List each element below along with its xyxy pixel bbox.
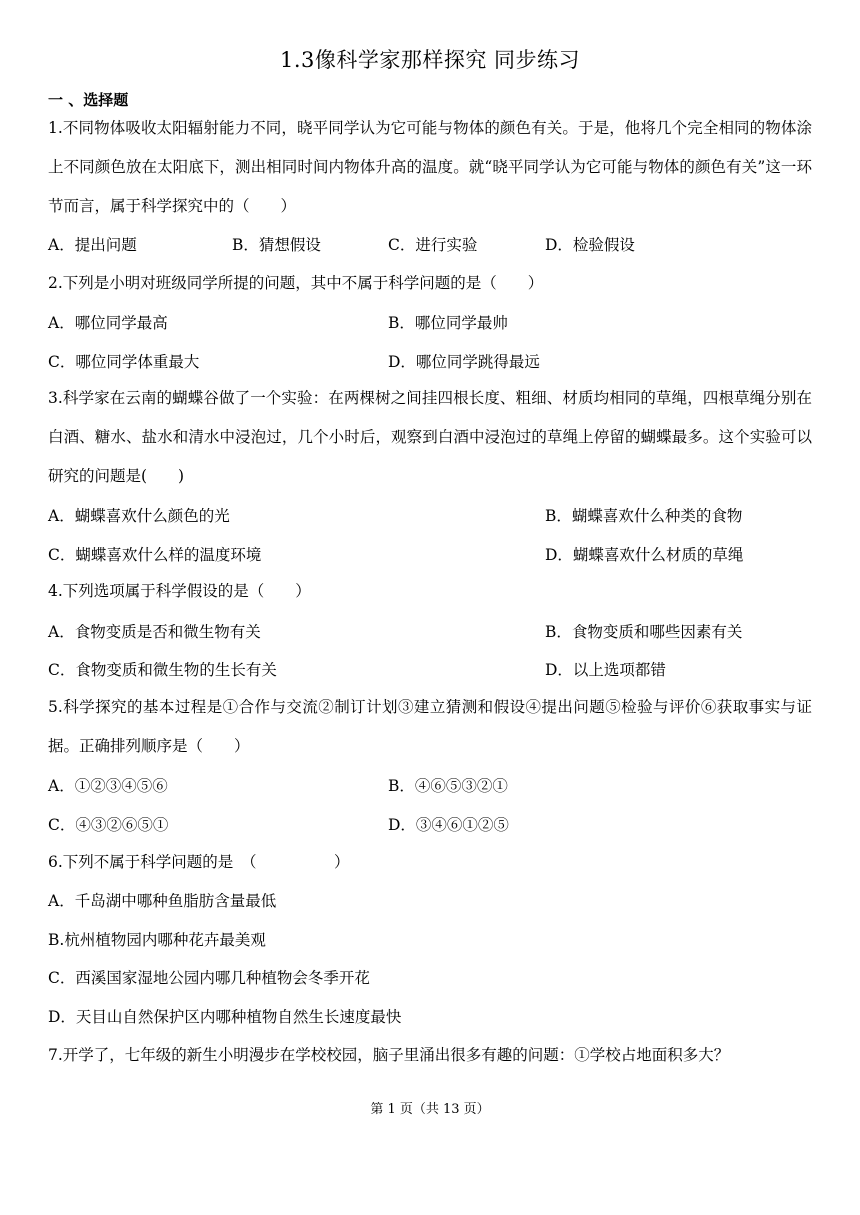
question-3-option-a[interactable]: A．蝴蝶喜欢什么颜色的光 bbox=[48, 507, 230, 525]
section-heading: 一 、选择题 bbox=[48, 91, 129, 109]
question-5-option-c[interactable]: C．④③②⑥⑤① bbox=[48, 816, 169, 834]
question-4-stem: 4.下列选项属于科学假设的是（ ） bbox=[48, 582, 311, 600]
question-2-option-d[interactable]: D．哪位同学跳得最远 bbox=[388, 353, 540, 371]
question-4-option-b[interactable]: B．食物变质和哪些因素有关 bbox=[545, 623, 743, 641]
question-1-option-a[interactable]: A．提出问题 bbox=[48, 236, 137, 254]
question-1-option-c[interactable]: C．进行实验 bbox=[388, 236, 478, 254]
question-3-stem: 3.科学家在云南的蝴蝶谷做了一个实验：在两棵树之间挂四根长度、粗细、材质均相同的草绳，四根草绳分别在白酒、糖水、盐水和清水中浸泡过，几个小时后，观察到白酒中浸泡过的草绳上停留的蝴蝶最多。这个实验可以研究的问题是( ) bbox=[48, 389, 812, 485]
question-1-option-b[interactable]: B．猜想假设 bbox=[232, 236, 321, 254]
question-2-option-c[interactable]: C．哪位同学体重最大 bbox=[48, 353, 200, 371]
page-title: 1.3像科学家那样探究 同步练习 bbox=[279, 48, 581, 72]
page-footer: 第 1 页（共 13 页） bbox=[370, 1102, 490, 1117]
question-2-option-a[interactable]: A．哪位同学最高 bbox=[48, 314, 168, 332]
question-1-option-d[interactable]: D．检验假设 bbox=[545, 236, 635, 254]
question-5-stem: 5.科学探究的基本过程是①合作与交流②制订计划③建立猜测和假设④提出问题⑤检验与评价⑥获取事实与证据。正确排列顺序是（ ） bbox=[48, 698, 812, 755]
question-2-stem: 2.下列是小明对班级同学所提的问题，其中不属于科学问题的是（ ） bbox=[48, 274, 544, 292]
question-4-option-d[interactable]: D．以上选项都错 bbox=[545, 661, 666, 679]
question-6-option-c[interactable]: C．西溪国家湿地公园内哪几种植物会冬季开花 bbox=[48, 969, 370, 987]
question-7-stem: 7.开学了，七年级的新生小明漫步在学校校园，脑子里涌出很多有趣的问题：①学校占地面积多大？ bbox=[48, 1046, 730, 1064]
question-5-option-a[interactable]: A．①②③④⑤⑥ bbox=[48, 777, 168, 795]
question-6-option-b[interactable]: B.杭州植物园内哪种花卉最美观 bbox=[48, 931, 266, 949]
question-2-option-b[interactable]: B．哪位同学最帅 bbox=[388, 314, 508, 332]
question-4-option-a[interactable]: A．食物变质是否和微生物有关 bbox=[48, 623, 261, 641]
question-1-stem: 1.不同物体吸收太阳辐射能力不同，晓平同学认为它可能与物体的颜色有关。于是，他将几个完全相同的物体涂上不同颜色放在太阳底下，测出相同时间内物体升高的温度。就“晓平同学认为它可能与物体的颜色有关”这一环节而言，属于科学探究中的（ ） bbox=[48, 119, 812, 215]
question-3-option-b[interactable]: B．蝴蝶喜欢什么种类的食物 bbox=[545, 507, 743, 525]
question-3-option-d[interactable]: D．蝴蝶喜欢什么材质的草绳 bbox=[545, 546, 744, 564]
question-5-option-d[interactable]: D．③④⑥①②⑤ bbox=[388, 816, 509, 834]
question-6-option-d[interactable]: D．天目山自然保护区内哪种植物自然生长速度最快 bbox=[48, 1008, 402, 1026]
question-5-option-b[interactable]: B．④⑥⑤③②① bbox=[388, 777, 508, 795]
question-6-stem: 6.下列不属于科学问题的是 （ ） bbox=[48, 853, 350, 871]
question-3-option-c[interactable]: C．蝴蝶喜欢什么样的温度环境 bbox=[48, 546, 262, 564]
question-6-option-a[interactable]: A．千岛湖中哪种鱼脂肪含量最低 bbox=[48, 892, 277, 910]
question-4-option-c[interactable]: C．食物变质和微生物的生长有关 bbox=[48, 661, 277, 679]
